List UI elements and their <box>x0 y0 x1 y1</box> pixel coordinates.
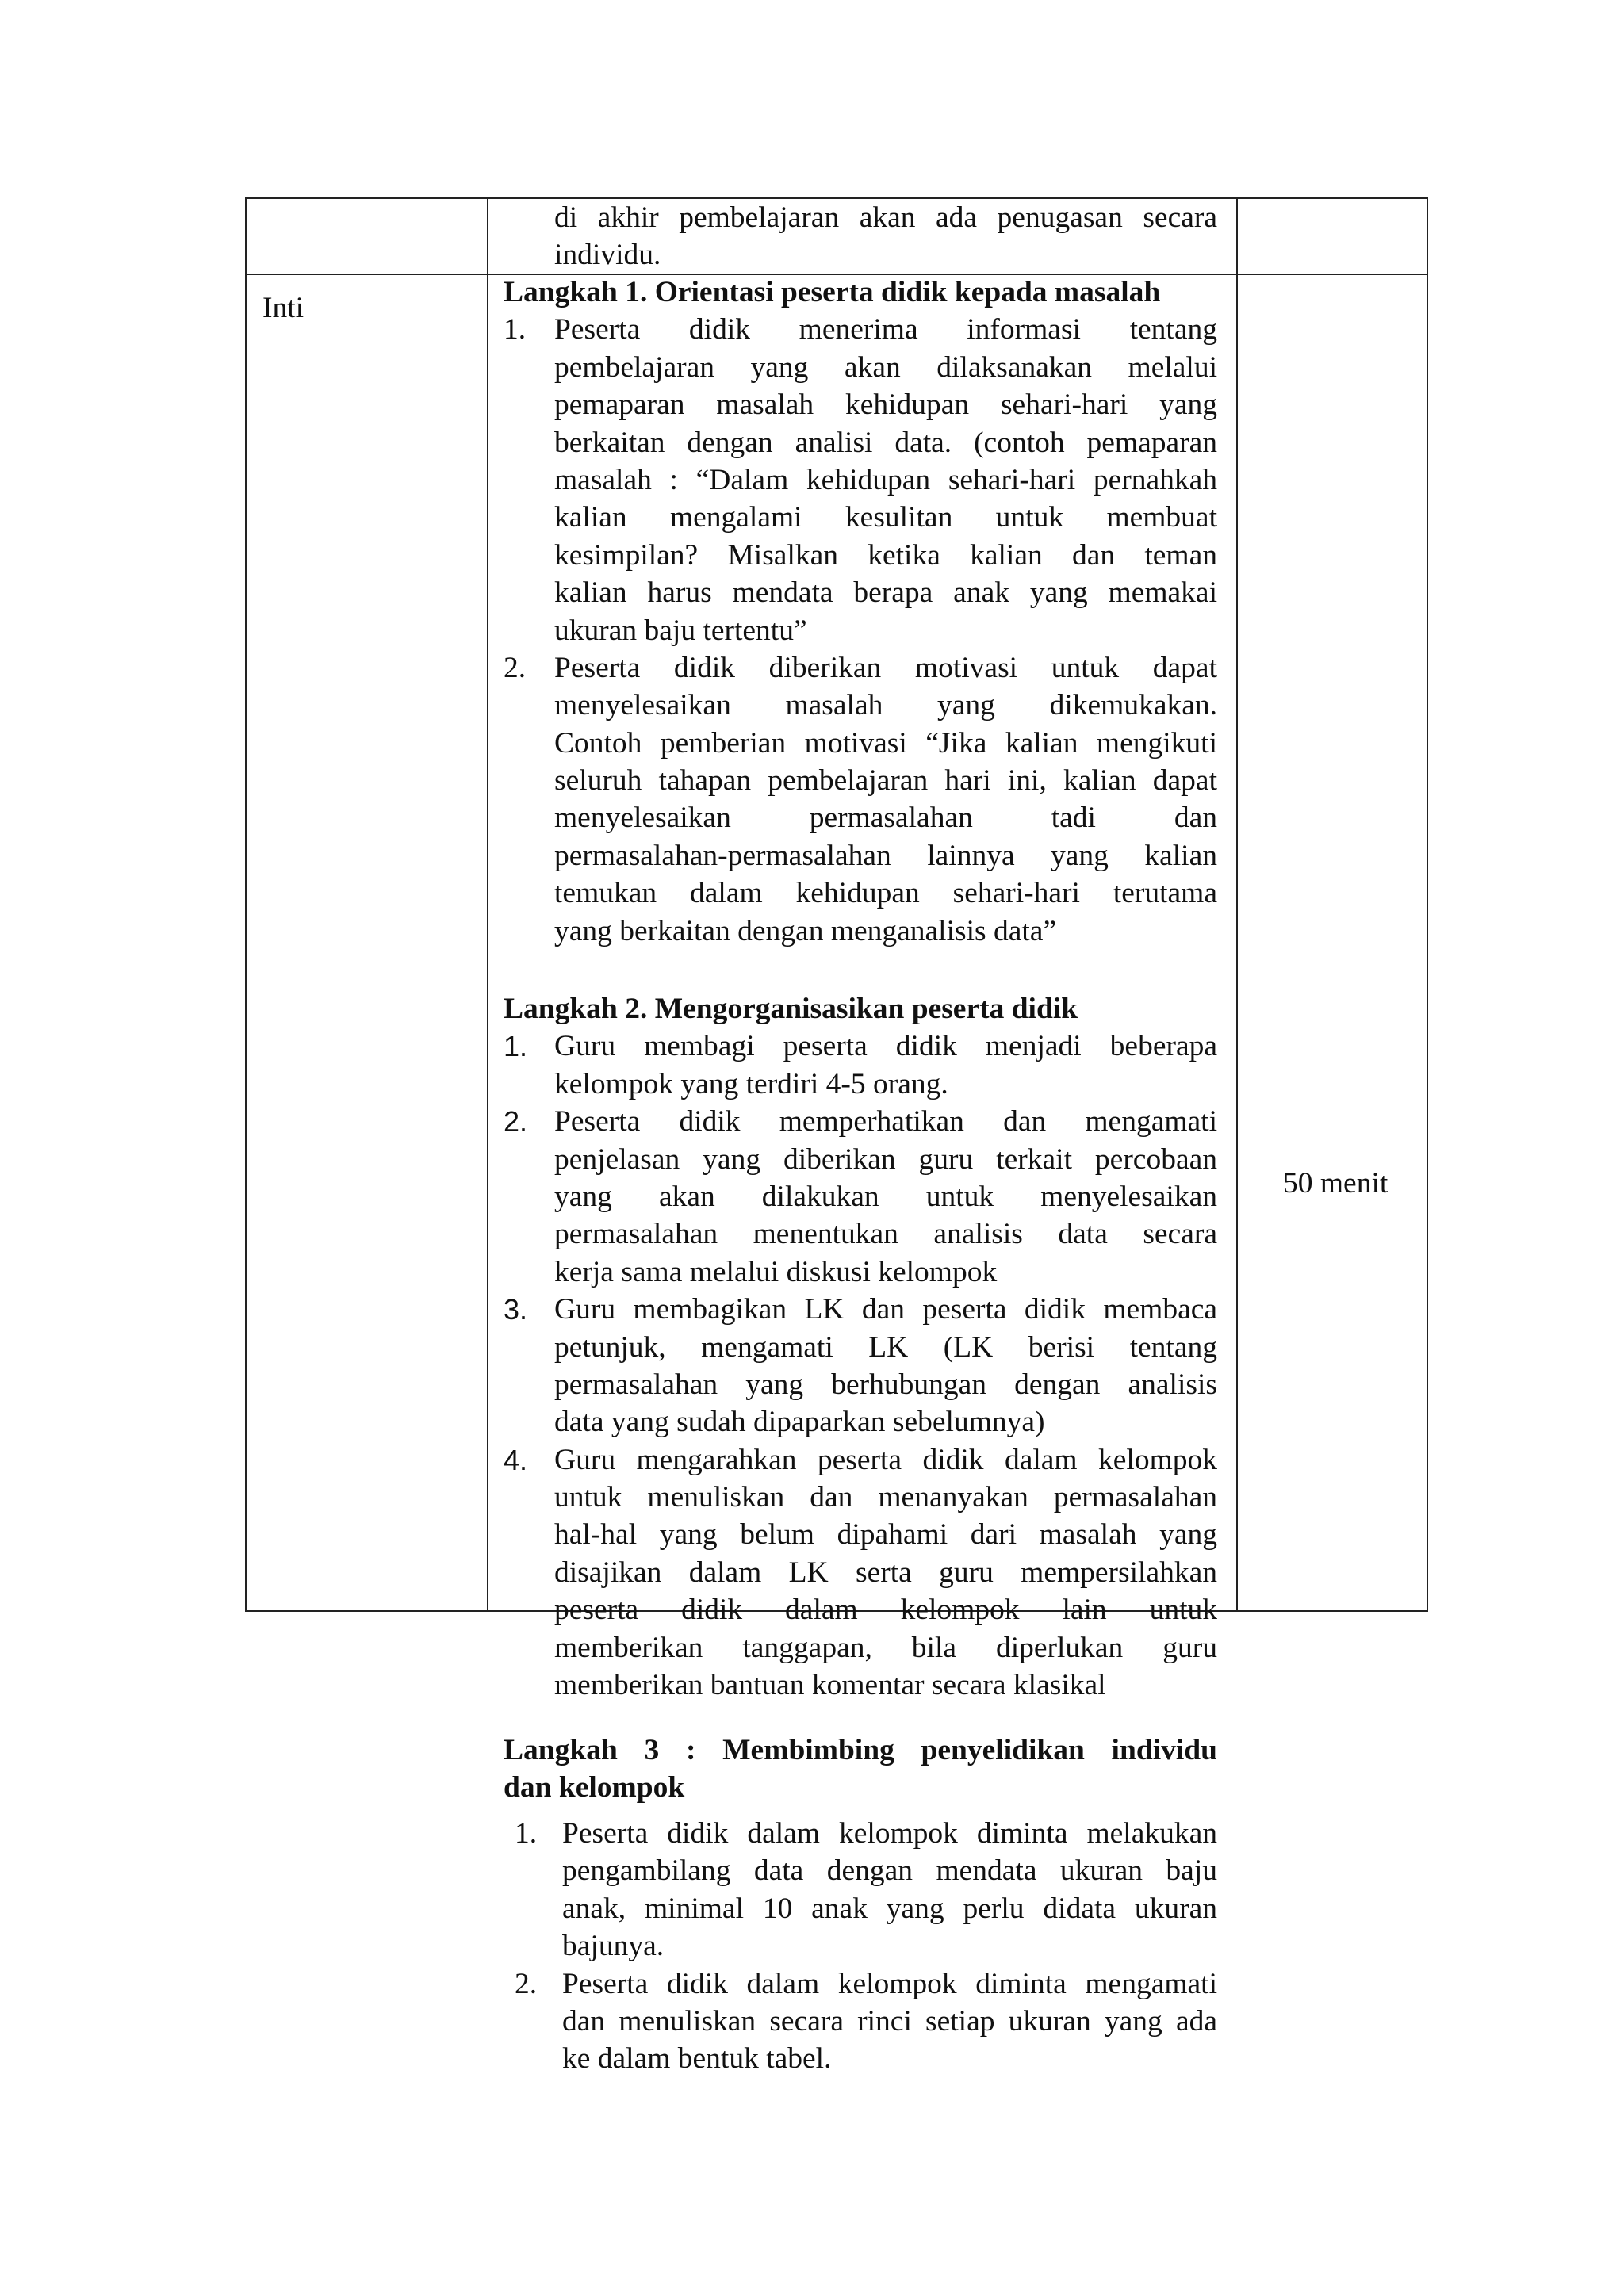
text-line: Guru membagi peserta didik menjadi beberapa <box>554 1030 1217 1063</box>
text-line: Contoh pemberian motivasi “Jika kalian mengikuti <box>554 726 1217 760</box>
step3-title: Langkah 3 : Membimbing penyelidikan individu <box>504 1734 1217 1766</box>
list-item <box>504 1103 1217 1291</box>
text-line: Peserta didik memperhatikan dan mengamati <box>554 1105 1217 1138</box>
text-line: kesimpilan? Misalkan ketika kalian dan teman <box>554 538 1217 572</box>
text-line: penjelasan yang diberikan guru terkait percobaan <box>554 1142 1217 1176</box>
list-item <box>504 1441 1217 1705</box>
text-line: dan menuliskan secara rinci setiap ukuran yang ada <box>562 2004 1217 2038</box>
text-line: temukan dalam kehidupan sehari-hari terutama <box>554 877 1217 910</box>
text-line: kelompok yang terdiri 4-5 orang. <box>554 1067 948 1100</box>
list-number: 2. <box>504 1105 528 1138</box>
text-line: Peserta didik diberikan motivasi untuk dapat <box>554 651 1217 684</box>
list-item <box>504 1027 1217 1103</box>
text-line: pengambilang data dengan mendata ukuran baju <box>562 1854 1217 1888</box>
text-line: permasalahan-permasalahan lainnya yang kalian <box>554 839 1217 872</box>
list-item <box>504 1291 1217 1441</box>
text-line: kalian harus mendata berapa anak yang memakai <box>554 576 1217 610</box>
table-border-left <box>245 197 247 1612</box>
text-line: memberikan bantuan komentar secara klasikal <box>554 1669 1106 1702</box>
text-line: Guru membagikan LK dan peserta didik membaca <box>554 1293 1217 1326</box>
text-line: individu. <box>554 239 661 272</box>
text-line: berkaitan dengan analisi data. (contoh pemaparan <box>554 426 1217 459</box>
text-line: di akhir pembelajaran akan ada penugasan secara <box>554 201 1217 234</box>
list-number: 1. <box>515 1817 538 1850</box>
step3-section <box>504 1732 1217 1807</box>
list-item <box>504 1965 1217 2078</box>
text-line: ukuran baju tertentu” <box>554 614 807 647</box>
text-line: menyelesaikan permasalahan tadi dan <box>554 802 1217 835</box>
text-line: pembelajaran yang akan dilaksanakan melalui <box>554 350 1217 384</box>
text-line: bajunya. <box>562 1930 665 1963</box>
row1-continuation <box>554 199 1217 274</box>
list-number: 1. <box>504 1030 528 1063</box>
text-line: menyelesaikan masalah yang dikemukakan. <box>554 689 1217 722</box>
list-item <box>504 1815 1217 1965</box>
list-item <box>504 649 1217 950</box>
text-line: masalah : “Dalam kehidupan sehari-hari pernahkah <box>554 463 1217 496</box>
text-line: untuk menuliskan dan menanyakan permasalahan <box>554 1481 1217 1514</box>
text-line: Peserta didik dalam kelompok diminta mengamati <box>562 1967 1217 2000</box>
lesson-plan-table <box>245 197 1428 2076</box>
column-divider <box>1236 197 1238 1612</box>
step3-list <box>504 1815 1217 2078</box>
table-border-right <box>1427 197 1428 1612</box>
step3-title-cont: dan kelompok <box>504 1771 685 1804</box>
text-line: memberikan tanggapan, bila diperlukan guru <box>554 1631 1217 1664</box>
step1-section <box>504 274 1217 950</box>
phase-label: Inti <box>262 292 304 324</box>
text-line: petunjuk, mengamati LK (LK berisi tentang <box>554 1330 1217 1364</box>
list-number: 3. <box>504 1293 528 1326</box>
list-item <box>504 311 1217 649</box>
duration-label: 50 menit <box>1283 1167 1388 1200</box>
text-line: ke dalam bentuk tabel. <box>562 2042 832 2076</box>
list-number: 2. <box>504 651 527 684</box>
text-line: kalian mengalami kesulitan untuk membuat <box>554 501 1217 534</box>
list-number: 4. <box>504 1443 528 1476</box>
step2-section <box>504 990 1217 1704</box>
text-line: Guru mengarahkan peserta didik dalam kelompok <box>554 1443 1217 1476</box>
text-line: permasalahan menentukan analisis data secara <box>554 1218 1217 1251</box>
text-line: peserta didik dalam kelompok lain untuk <box>554 1594 1217 1627</box>
text-line: disajikan dalam LK serta guru mempersilahkan <box>554 1556 1217 1589</box>
text-line: permasalahan yang berhubungan dengan analisis <box>554 1368 1217 1401</box>
list-number: 2. <box>515 1967 538 2000</box>
column-divider <box>487 197 488 1612</box>
text-line: hal-hal yang belum dipahami dari masalah yang <box>554 1518 1217 1552</box>
step1-title: Langkah 1. Orientasi peserta didik kepada masalah <box>504 276 1161 308</box>
list-number: 1. <box>504 313 527 346</box>
text-line: kerja sama melalui diskusi kelompok <box>554 1255 998 1288</box>
text-line: anak, minimal 10 anak yang perlu didata ukuran <box>562 1892 1217 1925</box>
text-line: seluruh tahapan pembelajaran hari ini, kalian dapat <box>554 764 1217 798</box>
text-line: Peserta didik dalam kelompok diminta melakukan <box>562 1817 1217 1850</box>
text-line: pemaparan masalah kehidupan sehari-hari yang <box>554 388 1217 422</box>
text-line: data yang sudah dipaparkan sebelumnya) <box>554 1406 1045 1439</box>
text-line: yang berkaitan dengan menganalisis data” <box>554 914 1057 947</box>
text-line: yang akan dilakukan untuk menyelesaikan <box>554 1180 1217 1213</box>
text-line: Peserta didik menerima informasi tentang <box>554 313 1217 346</box>
step2-title: Langkah 2. Mengorganisasikan peserta didik <box>504 993 1078 1025</box>
